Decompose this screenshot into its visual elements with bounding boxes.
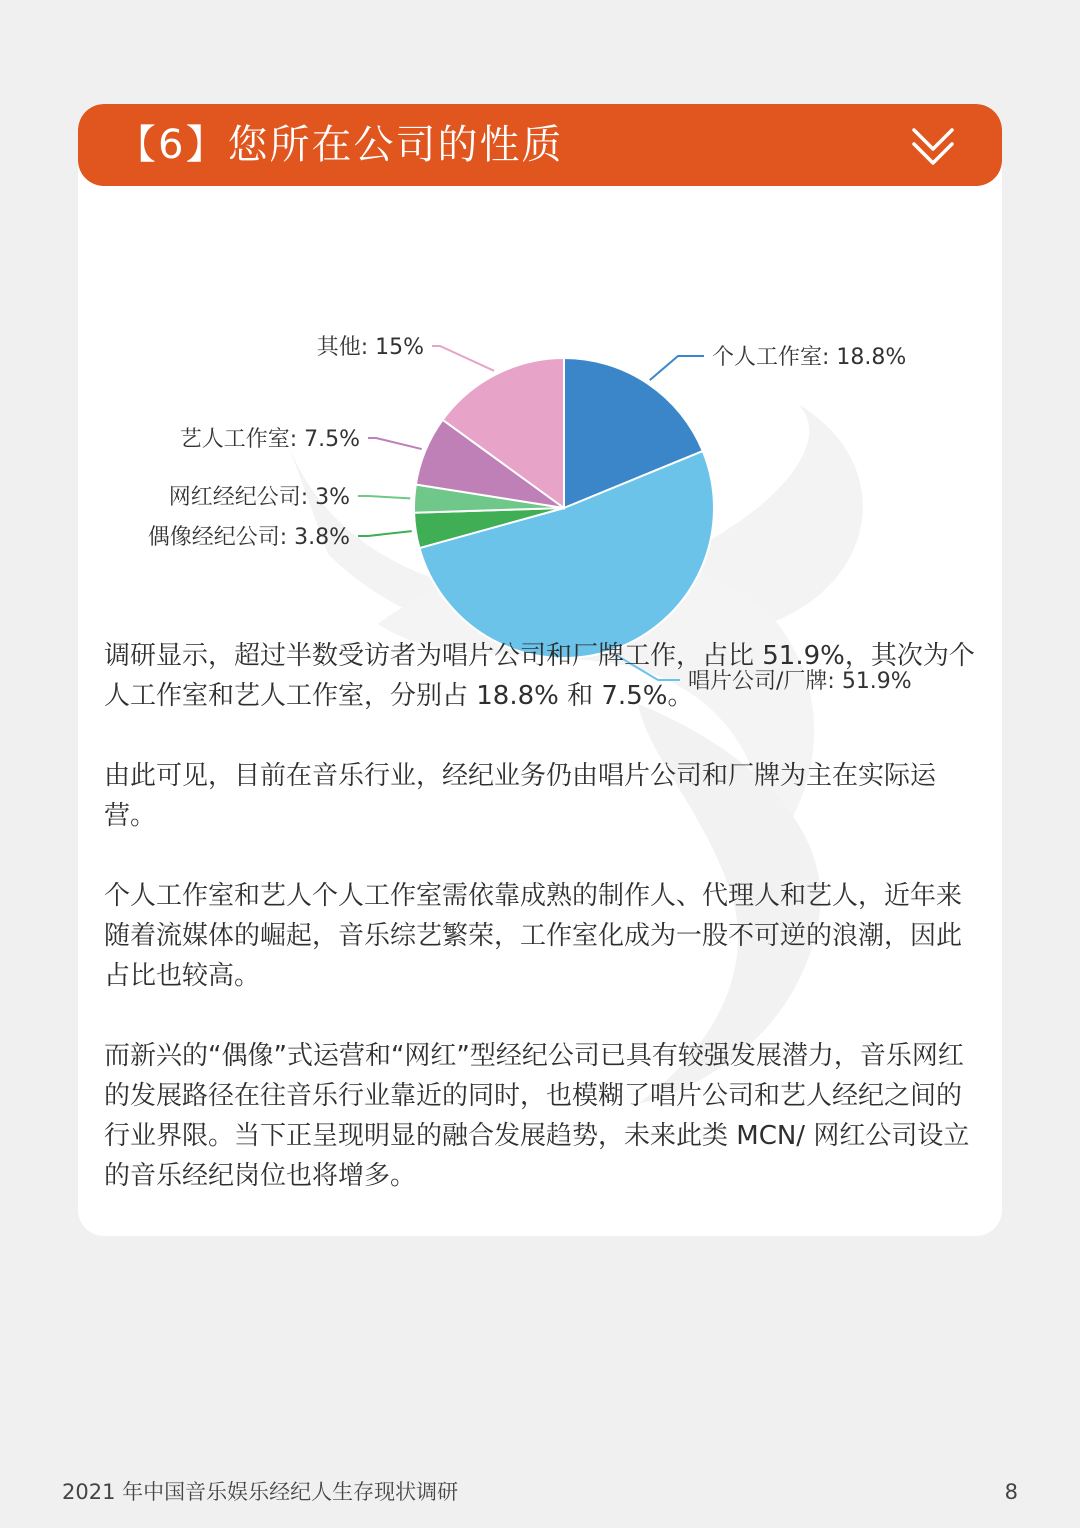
section-header bbox=[78, 104, 1002, 186]
content-card bbox=[78, 104, 1002, 1236]
body-text bbox=[104, 636, 984, 1236]
slice-label-1: 唱片公司/厂牌: 51.9% bbox=[688, 669, 912, 694]
leader-line-0 bbox=[650, 356, 704, 380]
slice-label-4: 艺人工作室: 7.5% bbox=[179, 427, 360, 452]
page-number: 8 bbox=[1004, 1480, 1018, 1504]
section-title: 【6】您所在公司的性质 bbox=[116, 122, 564, 168]
footer-report-title: 2021 年中国音乐娱乐经纪人生存现状调研 bbox=[62, 1480, 459, 1504]
leader-line-5 bbox=[432, 346, 494, 371]
leader-line-2 bbox=[358, 531, 412, 536]
leader-line-4 bbox=[368, 438, 422, 449]
double-chevron-down-icon bbox=[910, 124, 956, 170]
paragraph-1: 调研显示，超过半数受访者为唱片公司和厂牌工作，占比 51.9%，其次为个人工作室和艺人工作室，分别占 18.8% 和 7.5%。 bbox=[104, 641, 975, 711]
paragraph-2: 由此可见，目前在音乐行业，经纪业务仍由唱片公司和厂牌为主在实际运营。 bbox=[104, 761, 937, 831]
slice-label-3: 网红经纪公司: 3% bbox=[168, 485, 350, 510]
paragraph-4: 而新兴的“偶像”式运营和“网红”型经纪公司已具有较强发展潜力，音乐网红的发展路径在往音乐行业靠近的同时，也模糊了唱片公司和艺人经纪之间的行业界限。当下正呈现明显的融合发展趋势，未来此类 MCN/ 网红公司设立的音乐经纪岗位也将增多。 bbox=[104, 1041, 970, 1191]
slice-label-2: 偶像经纪公司: 3.8% bbox=[147, 525, 350, 550]
slice-label-0: 个人工作室: 18.8% bbox=[712, 345, 907, 370]
paragraph-3: 个人工作室和艺人个人工作室需依靠成熟的制作人、代理人和艺人，近年来随着流媒体的崛起，音乐综艺繁荣，工作室化成为一股不可逆的浪潮，因此占比也较高。 bbox=[104, 881, 963, 991]
leader-line-3 bbox=[358, 496, 410, 498]
slice-label-5: 其他: 15% bbox=[316, 335, 424, 360]
